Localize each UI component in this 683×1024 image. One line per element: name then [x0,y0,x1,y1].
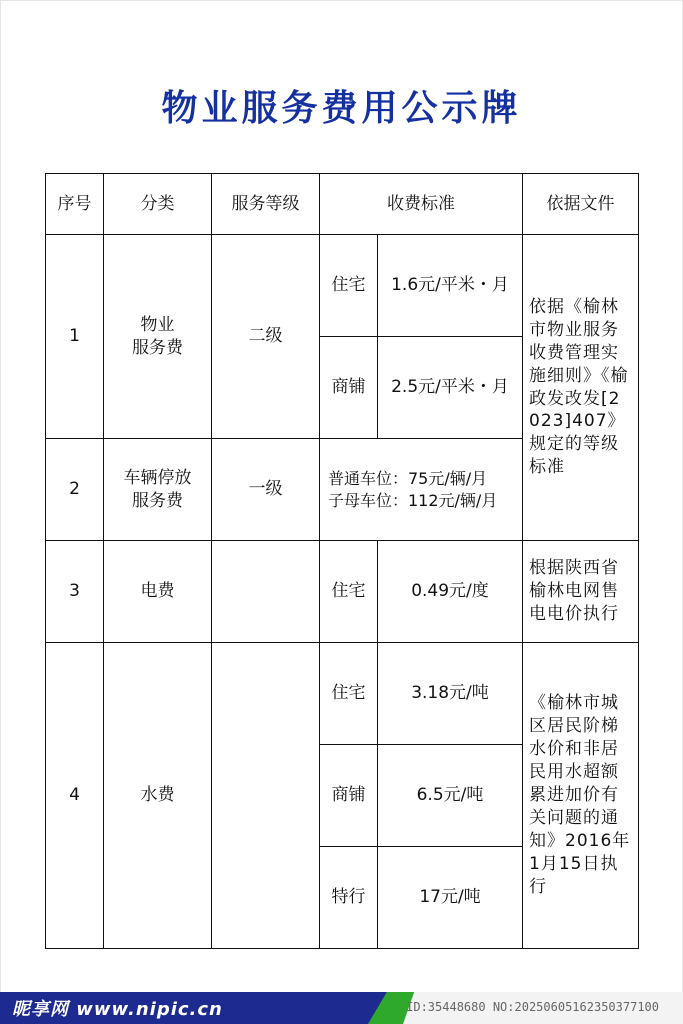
table-header-row [46,174,639,235]
row1-level: 二级 [212,235,320,439]
header-level: 服务等级 [212,174,320,235]
row4-no: 4 [46,643,104,949]
header-basis: 依据文件 [523,174,639,235]
header-standard: 收费标准 [320,174,523,235]
header-no: 序号 [46,174,104,235]
row4-price-shop: 6.5元/吨 [378,745,523,847]
row3-category: 电费 [104,541,212,643]
row1-type-shop: 商铺 [320,337,378,439]
page-title: 物业服务费用公示牌 [161,88,522,129]
row3-no: 3 [46,541,104,643]
basis-property: 依据《榆林市物业服务收费管理实施细则》《榆政发改发[2023]407》规定的等级标准 [523,235,639,541]
row1-no: 1 [46,235,104,439]
row3-type-residential: 住宅 [320,541,378,643]
watermark-id: ID:35448680 NO:20250605162350377100 [406,1000,659,1014]
row1-category [104,235,212,439]
watermark-logo: 昵享网 www.nipic.cn [12,999,223,1020]
row3-price-residential: 0.49元/度 [378,541,523,643]
basis-water: 《榆林市城区居民阶梯水价和非居民用水超额累进加价有关问题的通知》2016年1月15日执行 [523,643,639,949]
row2-no: 2 [46,439,104,541]
row1-category-line2: 服务费 [132,337,183,358]
table-row [46,235,639,337]
row1-price-residential: 1.6元/平米・月 [378,235,523,337]
row4-category: 水费 [104,643,212,949]
table-row [46,541,639,643]
row2-parking-line1: 普通车位：75元/辆/月 [328,468,488,488]
row2-parking-prices [320,439,523,541]
table-row [46,643,639,745]
row2-parking-line2: 子母车位：112元/辆/月 [328,490,498,510]
basis-electricity: 根据陕西省榆林电网售电电价执行 [523,541,639,643]
header-category: 分类 [104,174,212,235]
row4-price-special: 17元/吨 [378,847,523,949]
fee-table [45,173,639,949]
row3-level [212,541,320,643]
row4-price-residential: 3.18元/吨 [378,643,523,745]
row1-category-line1: 物业 [140,314,175,335]
row4-type-shop: 商铺 [320,745,378,847]
row4-level [212,643,320,949]
row4-type-special: 特行 [320,847,378,949]
row2-level: 一级 [212,439,320,541]
row2-category [104,439,212,541]
row2-category-line1: 车辆停放 [123,467,192,488]
row1-type-residential: 住宅 [320,235,378,337]
row2-category-line2: 服务费 [132,490,183,511]
row1-price-shop: 2.5元/平米・月 [378,337,523,439]
row4-type-residential: 住宅 [320,643,378,745]
